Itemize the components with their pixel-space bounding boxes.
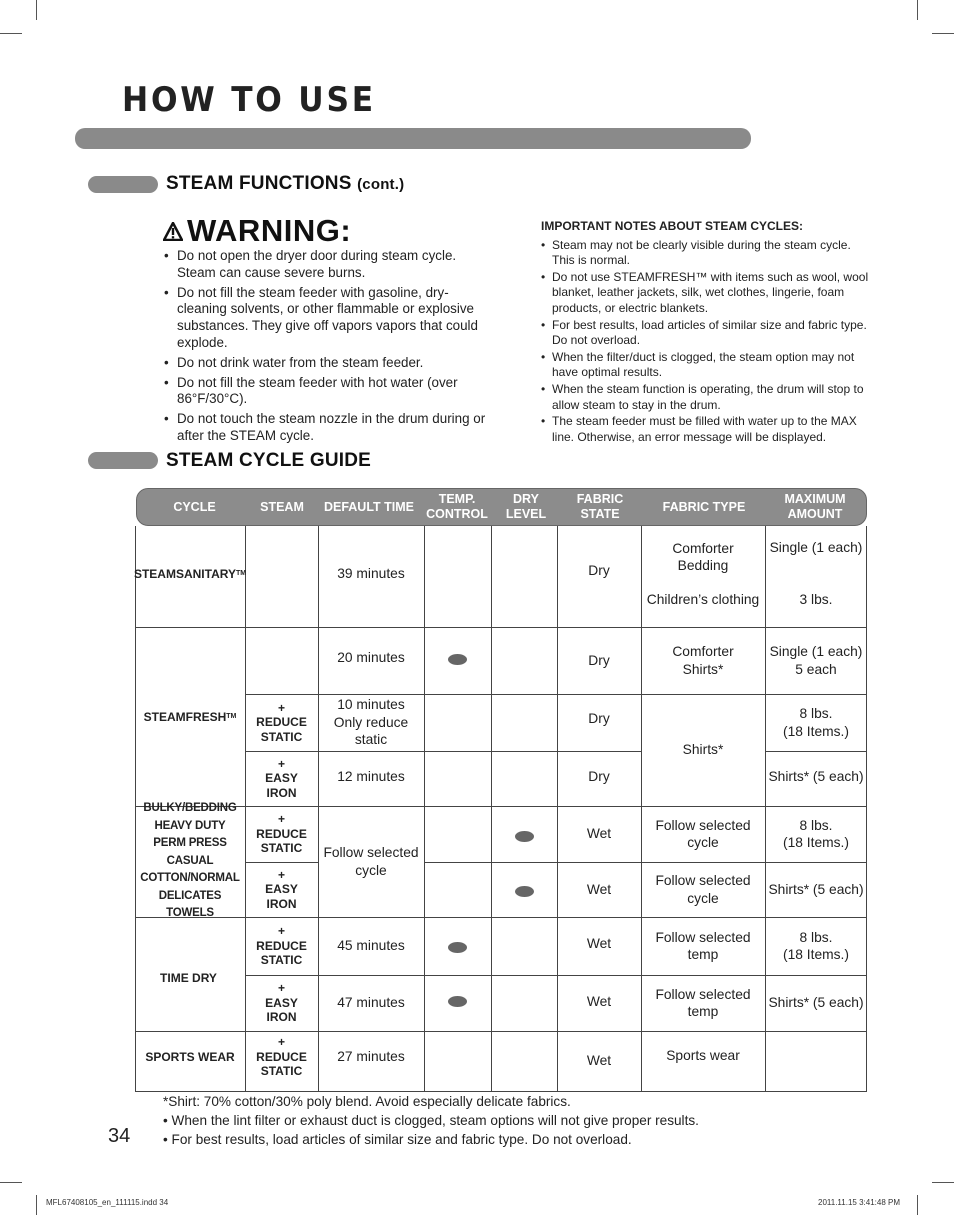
cycle-name: [135, 556, 245, 592]
option-text: STATIC: [260, 1064, 303, 1079]
fabric-type: Sports wear: [666, 1048, 740, 1064]
footnote: • When the lint filter or exhaust duct is clogged, steam options will not give proper results.: [163, 1113, 699, 1128]
warning-triangle-icon: [163, 222, 183, 241]
fabric-state: Wet: [586, 881, 612, 897]
crop-mark: [932, 33, 954, 34]
trademark: TM: [226, 712, 237, 720]
cycle-label: DELICATES: [158, 889, 222, 902]
steam-functions-heading: [166, 173, 404, 195]
fabric-line: Comforter: [672, 540, 734, 556]
notes-list: [541, 238, 876, 446]
cycle-table: [135, 526, 867, 1092]
temp-control-indicator: [448, 654, 467, 665]
option-plus: +: [277, 867, 285, 882]
cycle-name: SPORTS WEAR: [145, 1050, 235, 1064]
section-pill: [88, 176, 158, 193]
note-item: • Steam may not be clearly visible during the steam cycle. This is normal.: [541, 238, 876, 269]
warning-item: • Do not fill the steam feeder with hot water (over 86°F/30°C).: [163, 375, 498, 409]
temp-control-indicator: [448, 996, 467, 1007]
fabric-state: Dry: [588, 769, 610, 785]
steam-option: [245, 806, 318, 862]
column-header: MAXIMUM AMOUNT: [784, 492, 846, 521]
steam-option: [245, 751, 318, 806]
default-time: 20 minutes: [337, 650, 405, 666]
default-time: [318, 806, 424, 917]
fabric-line: Follow selected: [655, 986, 751, 1002]
option-text: REDUCE: [256, 826, 307, 841]
fabric-state: Dry: [588, 711, 610, 727]
max-amount: Shirts* (5 each): [768, 769, 864, 785]
option-text: EASY: [265, 882, 298, 897]
fabric-line: Follow selected: [655, 873, 751, 888]
steam-functions-title: STEAM FUNCTIONS: [166, 173, 352, 194]
fabric-type: Children’s clothing: [646, 592, 760, 608]
crop-mark: [932, 1182, 954, 1183]
notes-title: IMPORTANT NOTES ABOUT STEAM CYCLES:: [541, 219, 803, 233]
note-item: • When the filter/duct is clogged, the steam option may not have optimal results.: [541, 350, 876, 381]
max-amount: [765, 917, 867, 975]
cycle-label: COTTON/NORMAL: [140, 872, 240, 885]
amount-line: 5 each: [795, 661, 837, 677]
cycle-label: TOWELS: [166, 907, 214, 920]
amount-line: 8 lbs.: [799, 817, 833, 833]
fabric-type: [641, 917, 765, 975]
page-number: 34: [108, 1125, 131, 1147]
option-text: IRON: [266, 1010, 297, 1025]
fabric-state: Wet: [586, 994, 612, 1010]
note-item: • The steam feeder must be filled with water up to the MAX line. Otherwise, an error message will be displayed.: [541, 414, 876, 445]
option-text: REDUCE: [256, 715, 307, 730]
crop-mark: [0, 33, 22, 34]
date-slug: 2011.11.15 3:41:48 PM: [818, 1198, 900, 1207]
column-header: TEMP. CONTROL: [426, 492, 488, 521]
fabric-state: Wet: [586, 1053, 612, 1069]
cycle-name: [135, 627, 245, 806]
option-plus: +: [277, 756, 285, 771]
time-line: Only reduce: [333, 714, 409, 730]
note-item: • Do not use STEAMFRESH™ with items such as wool, wool blanket, leather jackets, silk, wet clothes, lingerie, foam products, or electric blankets.: [541, 270, 876, 317]
time-line: Follow selected: [323, 845, 419, 860]
option-text: EASY: [265, 995, 298, 1010]
fabric-line: cycle: [687, 835, 719, 850]
column-header: DEFAULT TIME: [323, 499, 415, 514]
option-text: IRON: [266, 785, 297, 800]
amount-line: Single (1 each): [769, 644, 863, 659]
fabric-state: Dry: [588, 652, 610, 668]
default-time: [318, 694, 424, 751]
option-text: STATIC: [260, 953, 303, 968]
option-plus: +: [277, 981, 285, 996]
amount-line: 8 lbs.: [799, 929, 833, 945]
column-header: FABRIC TYPE: [662, 499, 746, 514]
fabric-type: Shirts*: [682, 742, 724, 758]
section-pill: [88, 452, 158, 469]
default-time: 39 minutes: [337, 565, 405, 581]
warning-title: [163, 213, 351, 249]
option-plus: +: [277, 1035, 285, 1050]
fabric-state: Wet: [586, 936, 612, 952]
warning-label: WARNING:: [187, 213, 352, 248]
fabric-type: [641, 862, 765, 917]
max-amount: Single (1 each): [769, 540, 863, 556]
amount-line: (18 Items.): [783, 723, 849, 739]
page-title: HOW TO USE: [122, 80, 376, 120]
fabric-type: [641, 806, 765, 862]
option-plus: +: [277, 812, 285, 827]
max-amount: Shirts* (5 each): [768, 995, 864, 1011]
option-text: REDUCE: [256, 1049, 307, 1064]
fabric-type: [641, 627, 765, 694]
fabric-state: Dry: [588, 563, 610, 579]
cycle-label: STEAMSANITARY: [133, 567, 236, 581]
column-header: DRY LEVEL: [505, 492, 547, 521]
amount-line: 8 lbs.: [799, 706, 833, 721]
time-line: cycle: [355, 862, 387, 878]
default-time: 12 minutes: [337, 769, 405, 785]
default-time: 45 minutes: [337, 938, 405, 954]
fabric-line: temp: [687, 947, 719, 962]
title-bar: [75, 128, 751, 149]
table-border: [424, 526, 425, 1092]
steam-option: [245, 917, 318, 975]
table-border: [491, 526, 492, 1092]
fabric-line: Follow selected: [655, 929, 751, 945]
default-time: 47 minutes: [337, 995, 405, 1011]
fabric-line: Comforter: [672, 644, 734, 659]
crop-mark: [36, 1195, 37, 1215]
dry-level-indicator: [515, 831, 534, 842]
max-amount: [765, 694, 867, 751]
crop-mark: [0, 1182, 22, 1183]
crop-mark: [917, 1195, 918, 1215]
steam-option: [245, 694, 318, 751]
cycle-label: PERM PRESS CASUAL: [153, 837, 227, 867]
fabric-type: [641, 975, 765, 1031]
amount-line: (18 Items.): [783, 947, 849, 962]
max-amount: Shirts* (5 each): [768, 881, 864, 897]
column-header: FABRIC STATE: [576, 492, 624, 521]
column-header: CYCLE: [173, 499, 216, 514]
amount-line: (18 Items.): [783, 835, 849, 850]
steam-option: [245, 1031, 318, 1083]
max-amount: [765, 806, 867, 862]
option-text: STATIC: [260, 729, 303, 744]
fabric-line: temp: [687, 1004, 719, 1019]
warning-item: • Do not fill the steam feeder with gasoline, dry-cleaning solvents, or other flammable or explosive substances. They give off vapors vapors that could explode.: [163, 285, 498, 352]
note-item: • For best results, load articles of similar size and fabric type. Do not overload.: [541, 318, 876, 349]
option-text: EASY: [265, 771, 298, 786]
warning-list: [163, 248, 498, 448]
warning-item: • Do not drink water from the steam feeder.: [163, 355, 498, 372]
option-text: STATIC: [260, 841, 303, 856]
max-amount: [765, 627, 867, 694]
time-line: 10 minutes: [337, 697, 405, 713]
fabric-line: Bedding: [677, 558, 729, 573]
footnote: *Shirt: 70% cotton/30% poly blend. Avoid especially delicate fabrics.: [163, 1094, 571, 1109]
steam-option: [245, 862, 318, 917]
option-text: REDUCE: [256, 938, 307, 953]
option-text: IRON: [266, 896, 297, 911]
steam-functions-suffix: (cont.): [357, 176, 405, 193]
fabric-state: Wet: [586, 826, 612, 842]
crop-mark: [36, 0, 37, 20]
note-item: • When the steam function is operating, the drum will stop to allow steam to stay in the drum.: [541, 382, 876, 413]
fabric-line: Shirts*: [682, 661, 724, 677]
steam-notes: [541, 219, 876, 446]
temp-control-indicator: [448, 942, 467, 953]
fabric-type: [641, 538, 765, 576]
steam-cycle-guide-heading: STEAM CYCLE GUIDE: [166, 450, 372, 471]
footnote: • For best results, load articles of similar size and fabric type. Do not overload.: [163, 1132, 632, 1147]
max-amount: 3 lbs.: [799, 592, 833, 608]
time-line: static: [354, 732, 388, 748]
default-time: 27 minutes: [337, 1049, 405, 1065]
cycle-label: HEAVY DUTY: [154, 819, 226, 832]
warning-item: • Do not open the dryer door during steam cycle. Steam can cause severe burns.: [163, 248, 498, 282]
column-header: STEAM: [260, 499, 304, 514]
file-slug: MFL67408105_en_111115.indd 34: [46, 1198, 169, 1207]
cycle-name: TIME DRY: [160, 971, 217, 985]
steam-option: [245, 975, 318, 1031]
dry-level-indicator: [515, 886, 534, 897]
cycle-name: [135, 802, 245, 920]
option-plus: +: [277, 700, 285, 715]
trademark: TM: [235, 570, 247, 577]
warning-item: • Do not touch the steam nozzle in the drum during or after the STEAM cycle.: [163, 411, 498, 445]
fabric-line: cycle: [687, 890, 719, 906]
fabric-line: Follow selected: [655, 817, 751, 833]
option-plus: +: [277, 924, 285, 939]
cycle-label: BULKY/BEDDING: [143, 802, 237, 815]
crop-mark: [917, 0, 918, 20]
cycle-label: STEAMFRESH: [143, 709, 227, 724]
